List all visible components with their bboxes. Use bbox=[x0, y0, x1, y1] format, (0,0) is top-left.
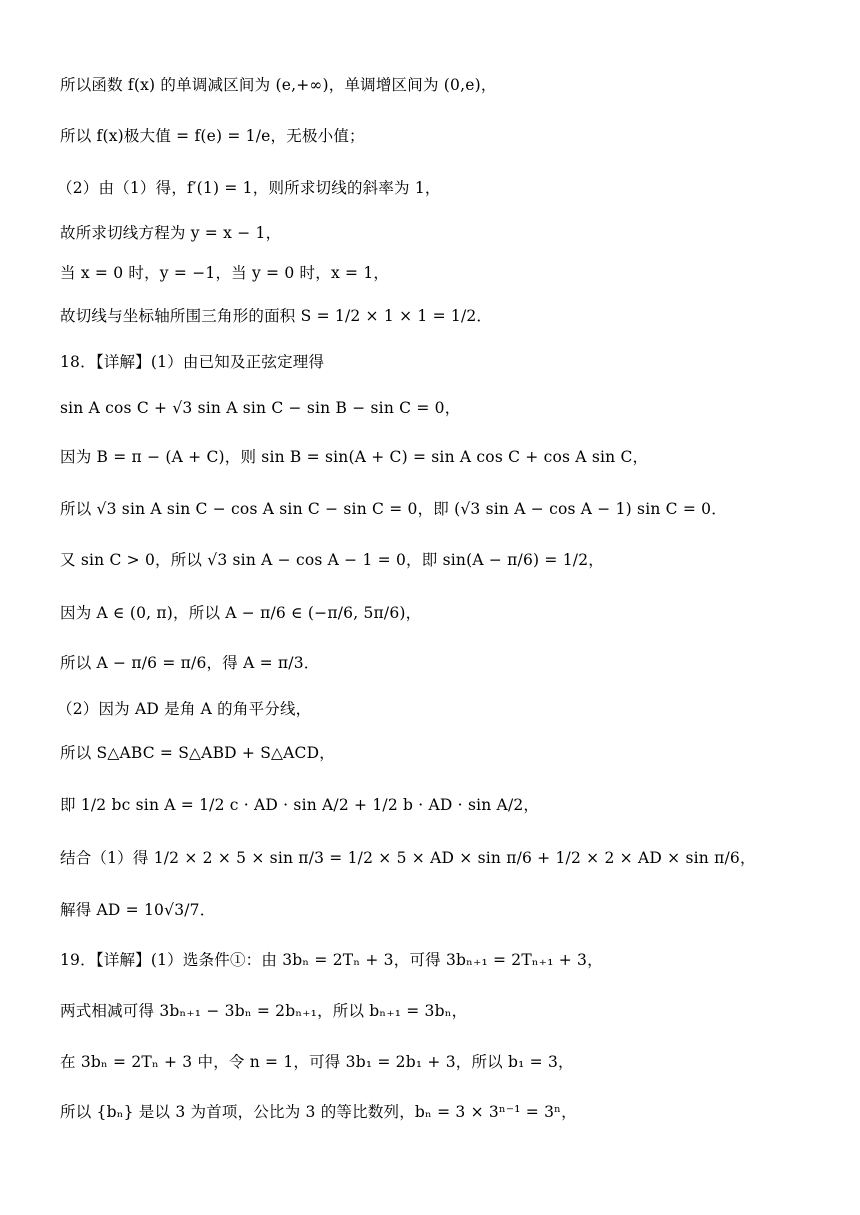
text-line: 又 sin C > 0，所以 √3 sin A − cos A − 1 = 0，即 sin(A − π/6) = 1/2， bbox=[60, 551, 604, 569]
text-line: 所以 {bₙ} 是以 3 为首项，公比为 3 的等比数列，bₙ = 3 × 3ⁿ⁻¹ = 3ⁿ， bbox=[60, 1103, 577, 1121]
text-line: 19．【详解】(1）选条件①：由 3bₙ = 2Tₙ + 3，可得 3bₙ₊₁ = 2Tₙ₊₁ + 3， bbox=[60, 951, 603, 969]
text-line: （2）因为 AD 是角 A 的角平分线， bbox=[57, 700, 312, 718]
text-line: 两式相减可得 3bₙ₊₁ − 3bₙ = 2bₙ₊₁，所以 bₙ₊₁ = 3bₙ， bbox=[60, 1002, 468, 1020]
text-line: 解得 AD = 10√3/7． bbox=[60, 901, 216, 919]
text-line: 当 x = 0 时，y = −1，当 y = 0 时，x = 1， bbox=[60, 264, 390, 282]
text-line: 在 3bₙ = 2Tₙ + 3 中，令 n = 1，可得 3b₁ = 2b₁ + 3，所以 b₁ = 3， bbox=[60, 1053, 574, 1071]
text-line: 所以 A − π/6 = π/6，得 A = π/3． bbox=[60, 654, 320, 672]
text-line: 即 1/2 bc sin A = 1/2 c · AD · sin A/2 + 1/2 b · AD · sin A/2， bbox=[60, 796, 540, 814]
text-line: 所以 f(x)极大值 = f(e) = 1/e，无极小值； bbox=[60, 127, 365, 145]
text-line: （2）由（1）得，f′(1) = 1，则所求切线的斜率为 1， bbox=[57, 179, 441, 197]
text-line: 18．【详解】(1）由已知及正弦定理得 bbox=[60, 353, 325, 371]
text-line: 结合（1）得 1/2 × 2 × 5 × sin π/3 = 1/2 × 5 × AD × sin π/6 + 1/2 × 2 × AD × sin π/6， bbox=[60, 849, 756, 867]
text-line: 故切线与坐标轴所围三角形的面积 S = 1/2 × 1 × 1 = 1/2． bbox=[60, 307, 493, 325]
text-line: 所以 S△ABC = S△ABD + S△ACD， bbox=[60, 744, 335, 762]
text-line: 因为 B = π − (A + C)，则 sin B = sin(A + C) = sin A cos C + cos A sin C， bbox=[60, 448, 649, 466]
text-line: 因为 A ∈ (0, π)，所以 A − π/6 ∈ (−π/6, 5π/6)， bbox=[60, 604, 422, 622]
text-line: 所以函数 f(x) 的单调减区间为 (e,+∞)，单调增区间为 (0,e)， bbox=[60, 76, 497, 94]
text-line: 所以 √3 sin A sin C − cos A sin C − sin C = 0，即 (√3 sin A − cos A − 1) sin C = 0． bbox=[60, 500, 727, 518]
text-line: sin A cos C + √3 sin A sin C − sin B − sin C = 0， bbox=[60, 399, 461, 417]
text-line: 故所求切线方程为 y = x − 1， bbox=[60, 224, 282, 242]
